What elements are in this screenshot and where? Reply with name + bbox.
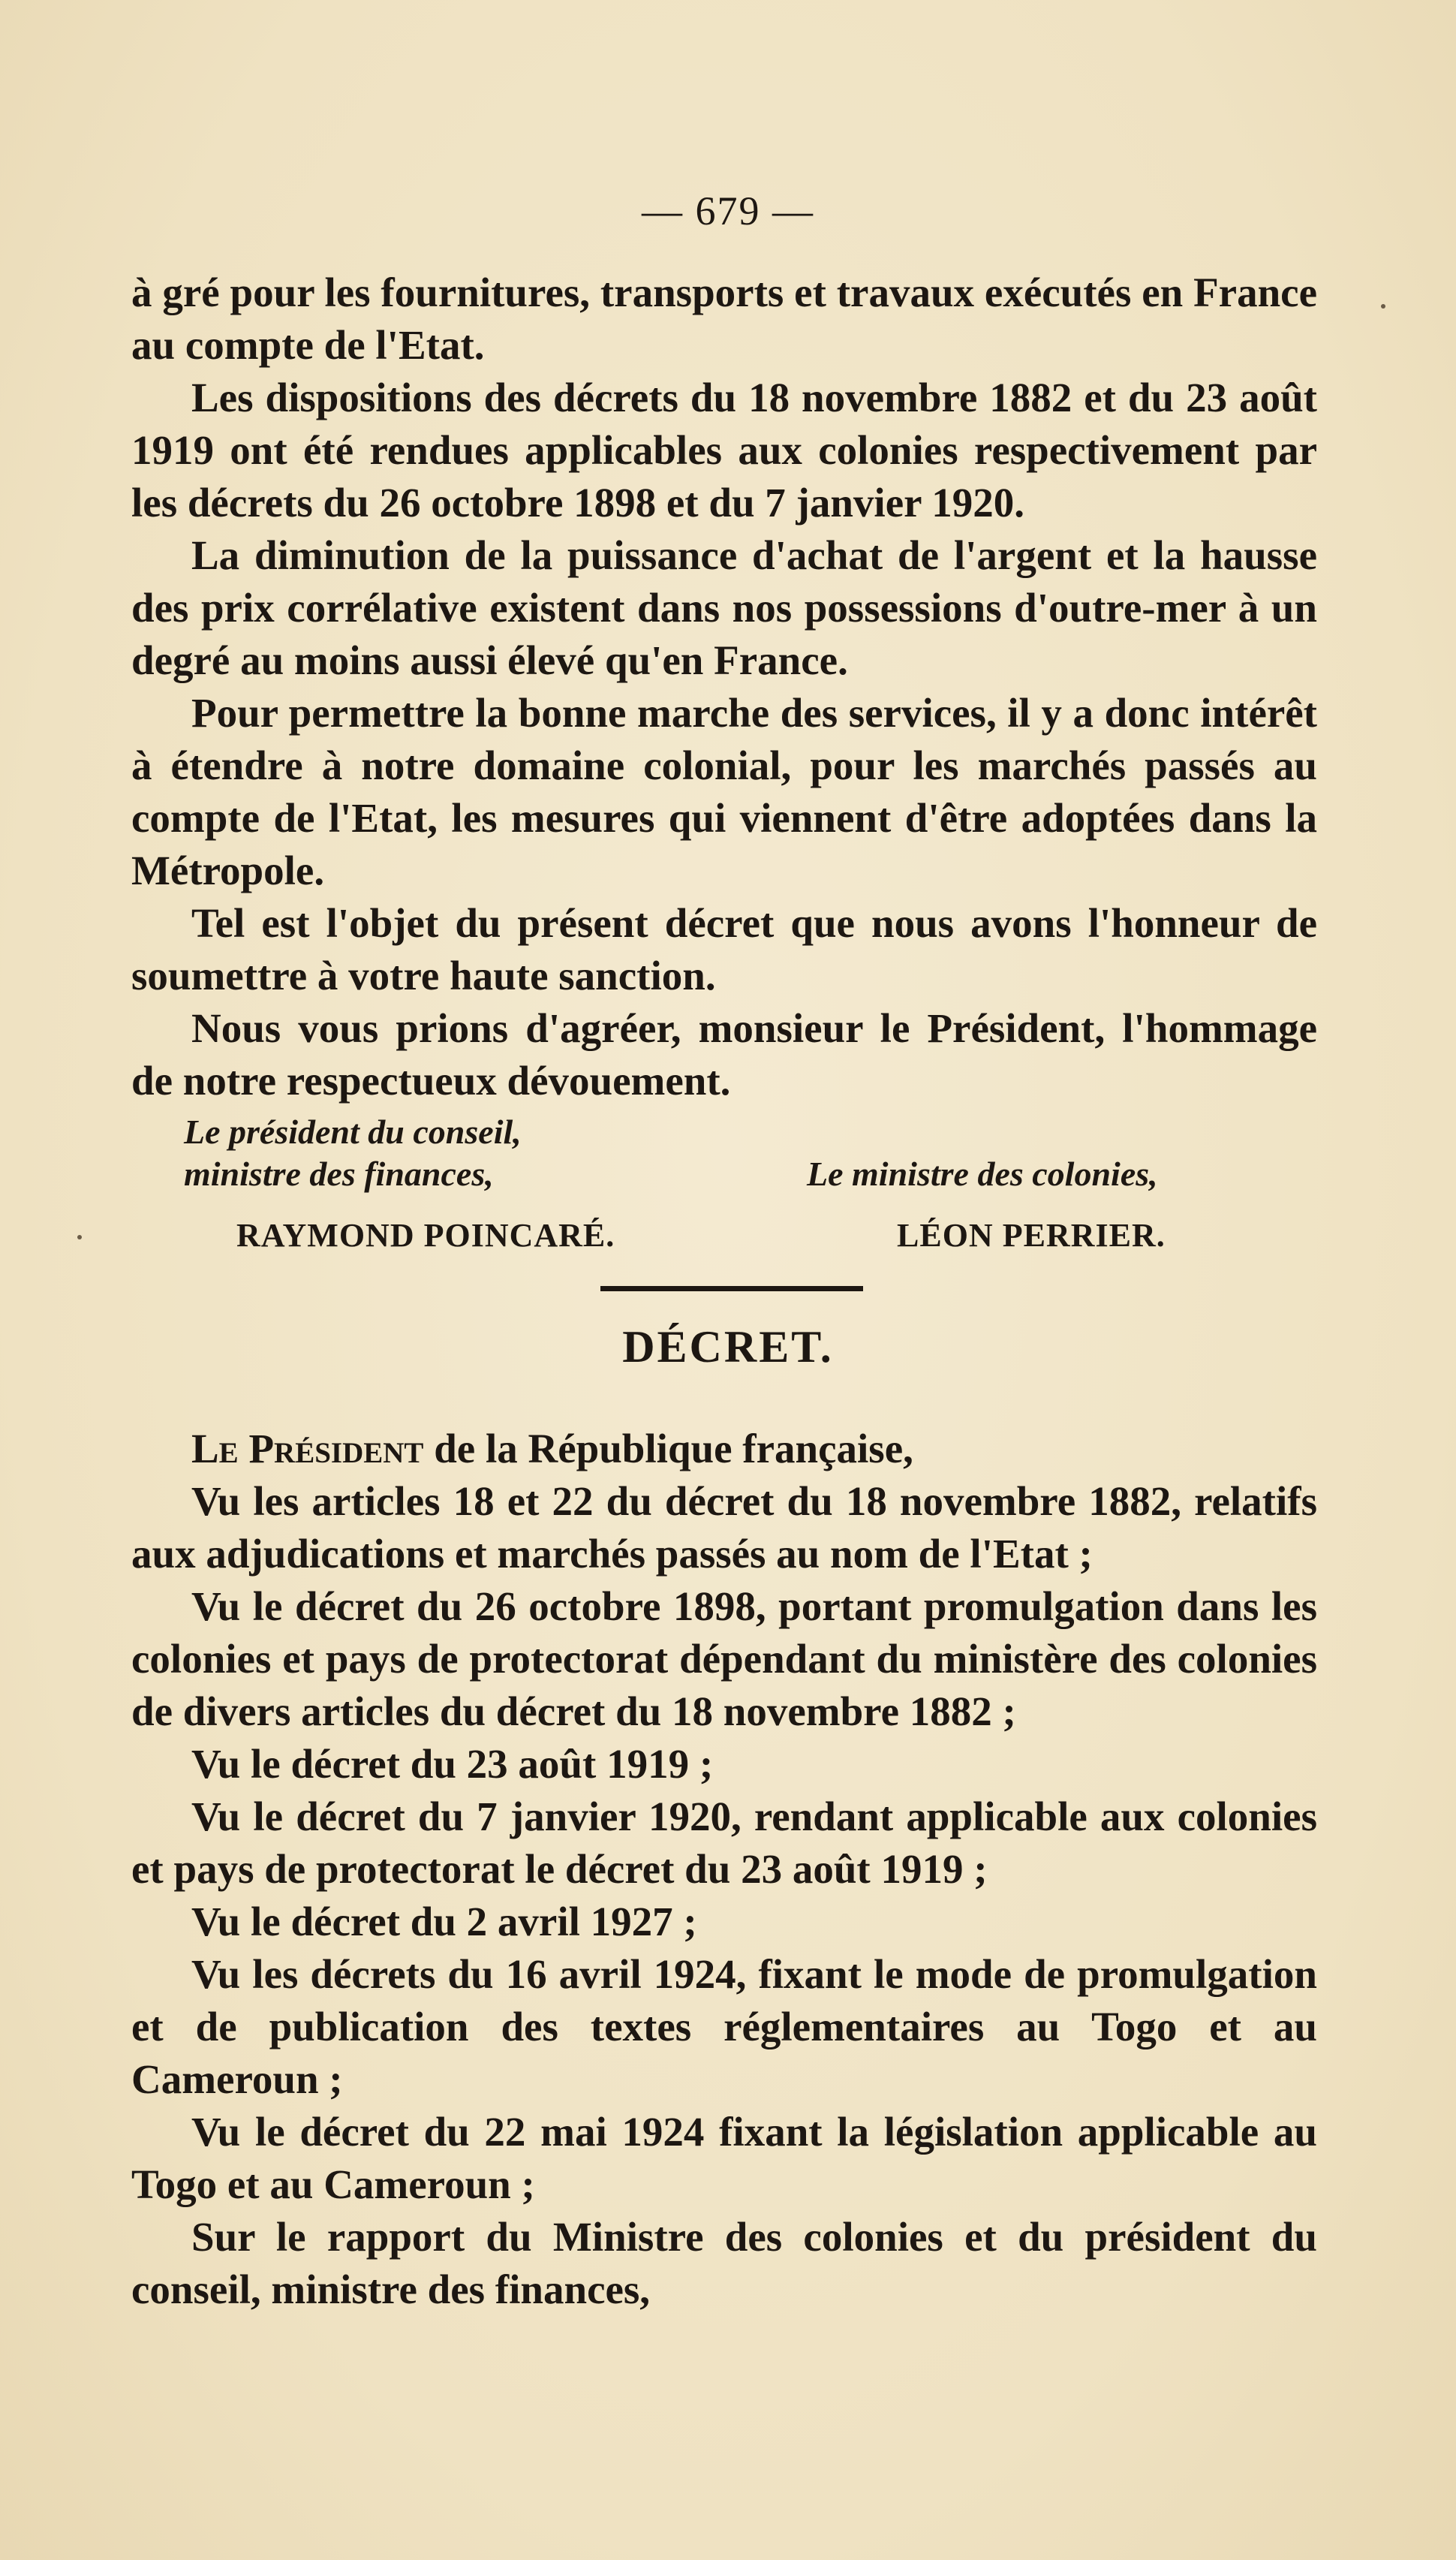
decret-paragraph: Vu le décret du 23 août 1919 ; xyxy=(191,1741,714,1787)
report-body xyxy=(131,267,1317,1107)
margin-speck xyxy=(77,1235,82,1239)
decret-paragraph: Vu le décret du 7 janvier 1920, rendant applicable aux colonies et pays de protectorat le décret du 23 août 1919 ; xyxy=(131,1794,1317,1892)
decret-intro-smallcaps: Le Président xyxy=(191,1426,424,1471)
decret-paragraph: Vu les décrets du 16 avril 1924, fixant le mode de promulgation et de publication des textes réglementaires au Togo et au Cameroun ; xyxy=(131,1951,1317,2102)
decret-intro-rest: de la République française, xyxy=(423,1426,913,1471)
margin-speck xyxy=(1381,304,1385,309)
signature-block xyxy=(131,1111,1317,1261)
signature-left-title-line1: Le président du conseil, xyxy=(184,1113,522,1151)
paragraph: Nous vous prions d'agréer, monsieur le Président, l'hommage de notre respectueux dévouement. xyxy=(131,1005,1317,1104)
decret-intro xyxy=(131,1423,1317,1475)
paragraph: La diminution de la puissance d'achat de l'argent et la hausse des prix corrélative existent dans nos possessions d'outre-mer à un degré au moins aussi élevé qu'en France. xyxy=(131,532,1317,683)
decret-paragraph: Sur le rapport du Ministre des colonies et du président du conseil, ministre des finances, xyxy=(131,2214,1317,2312)
signature-left-title-line2: ministre des finances, xyxy=(184,1155,494,1193)
paragraph: Les dispositions des décrets du 18 novembre 1882 et du 23 août 1919 ont été rendues applicables aux colonies respectivement par les décrets du 26 octobre 1898 et du 7 janvier 1920. xyxy=(131,375,1317,526)
signature-left-title xyxy=(184,1111,522,1195)
decret-paragraph: Vu le décret du 2 avril 1927 ; xyxy=(191,1899,697,1944)
signature-right-name: LÉON PERRIER. xyxy=(897,1217,1166,1254)
decret-heading: DÉCRET. xyxy=(622,1322,834,1372)
section-divider xyxy=(600,1286,863,1291)
paragraph: Pour permettre la bonne marche des services, il y a donc intérêt à étendre à notre domaine colonial, pour les marchés passés au compte de l'Etat, les mesures qui viennent d'être adoptées dans la Métropole. xyxy=(131,690,1317,893)
decret-paragraph: Vu le décret du 26 octobre 1898, portant promulgation dans les colonies et pays de protectorat dépendant du ministère des colonies de divers articles du décret du 18 novembre 1882 ; xyxy=(131,1583,1317,1734)
decret-body xyxy=(131,1423,1317,2316)
decret-paragraph: Vu le décret du 22 mai 1924 fixant la législation applicable au Togo et au Cameroun ; xyxy=(131,2109,1317,2207)
paragraph: Tel est l'objet du présent décret que nous avons l'honneur de soumettre à votre haute sanction. xyxy=(131,900,1317,998)
signature-left-name: RAYMOND POINCARÉ. xyxy=(236,1217,615,1254)
decret-paragraph: Vu les articles 18 et 22 du décret du 18 novembre 1882, relatifs aux adjudications et marchés passés au nom de l'Etat ; xyxy=(131,1478,1317,1577)
page-number: — 679 — xyxy=(642,188,814,233)
signature-right-title: Le ministre des colonies, xyxy=(807,1155,1158,1193)
paragraph: à gré pour les fournitures, transports et travaux exécutés en France au compte de l'Etat. xyxy=(131,270,1317,368)
